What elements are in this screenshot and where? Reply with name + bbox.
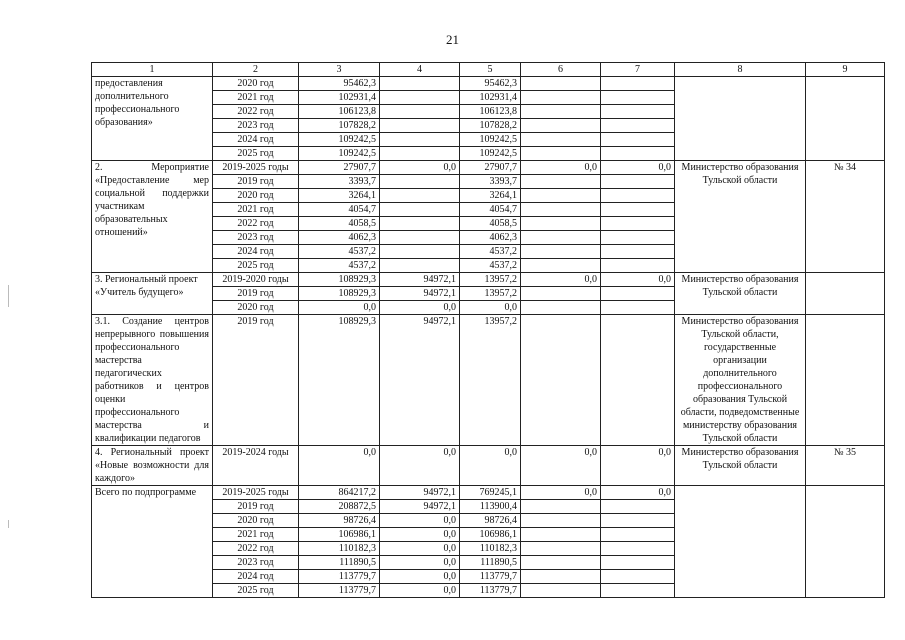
value-cell-6 — [521, 175, 601, 189]
value-cell-6 — [521, 500, 601, 514]
value-cell-4: 0,0 — [380, 556, 460, 570]
value-cell-5: 109242,5 — [460, 147, 521, 161]
header-cell: 3 — [299, 63, 380, 77]
value-cell-5: 0,0 — [460, 446, 521, 486]
year-cell: 2021 год — [213, 91, 299, 105]
value-cell-3: 3393,7 — [299, 175, 380, 189]
header-row — [92, 63, 885, 77]
value-cell-6 — [521, 528, 601, 542]
value-cell-4 — [380, 245, 460, 259]
value-cell-5: 113900,4 — [460, 500, 521, 514]
value-cell-3: 864217,2 — [299, 486, 380, 500]
value-cell-6 — [521, 287, 601, 301]
value-cell-4: 0,0 — [380, 570, 460, 584]
year-cell: 2019-2025 годы — [213, 486, 299, 500]
value-cell-7 — [601, 528, 675, 542]
year-cell: 2020 год — [213, 189, 299, 203]
header-cell: 8 — [675, 63, 806, 77]
value-cell-7 — [601, 315, 675, 446]
value-cell-3: 95462,3 — [299, 77, 380, 91]
value-cell-7: 0,0 — [601, 161, 675, 175]
value-cell-3: 107828,2 — [299, 119, 380, 133]
year-cell: 2019-2024 годы — [213, 446, 299, 486]
year-cell: 2019-2020 годы — [213, 273, 299, 287]
value-cell-4 — [380, 133, 460, 147]
value-cell-3: 4054,7 — [299, 203, 380, 217]
responsible-cell — [675, 77, 806, 161]
year-cell: 2020 год — [213, 514, 299, 528]
value-cell-4: 0,0 — [380, 301, 460, 315]
value-cell-7 — [601, 91, 675, 105]
row-name-cell: 2. Мероприятие «Предоставление мер социальной поддержки участникам образовательных отношений» — [92, 161, 213, 273]
value-cell-3: 4058,5 — [299, 217, 380, 231]
value-cell-7 — [601, 203, 675, 217]
table-row — [92, 77, 885, 91]
value-cell-4: 94972,1 — [380, 500, 460, 514]
value-cell-5: 4537,2 — [460, 245, 521, 259]
value-cell-6 — [521, 91, 601, 105]
header-cell: 1 — [92, 63, 213, 77]
row-name-cell: 3.1. Создание центров непрерывного повышения профессионального мастерства педагогических работников и центров оценки профессионального мастерства и квалификации педагогов — [92, 315, 213, 446]
value-cell-4 — [380, 147, 460, 161]
value-cell-4 — [380, 119, 460, 133]
value-cell-3: 4537,2 — [299, 245, 380, 259]
value-cell-7 — [601, 584, 675, 598]
value-cell-5: 106986,1 — [460, 528, 521, 542]
year-cell: 2022 год — [213, 105, 299, 119]
year-cell: 2023 год — [213, 556, 299, 570]
value-cell-5: 95462,3 — [460, 77, 521, 91]
value-cell-6: 0,0 — [521, 486, 601, 500]
value-cell-6 — [521, 105, 601, 119]
value-cell-7: 0,0 — [601, 273, 675, 287]
value-cell-7 — [601, 500, 675, 514]
value-cell-6 — [521, 203, 601, 217]
value-cell-7 — [601, 301, 675, 315]
value-cell-6 — [521, 119, 601, 133]
value-cell-3: 111890,5 — [299, 556, 380, 570]
year-cell: 2024 год — [213, 133, 299, 147]
value-cell-6 — [521, 147, 601, 161]
table-row — [92, 486, 885, 500]
value-cell-4 — [380, 175, 460, 189]
table-row — [92, 446, 885, 486]
year-cell: 2019 год — [213, 315, 299, 446]
value-cell-5: 0,0 — [460, 301, 521, 315]
value-cell-7 — [601, 556, 675, 570]
value-cell-3: 102931,4 — [299, 91, 380, 105]
value-cell-5: 13957,2 — [460, 273, 521, 287]
value-cell-4 — [380, 203, 460, 217]
value-cell-6: 0,0 — [521, 446, 601, 486]
value-cell-6 — [521, 77, 601, 91]
year-cell: 2024 год — [213, 245, 299, 259]
value-cell-7 — [601, 217, 675, 231]
value-cell-5: 3264,1 — [460, 189, 521, 203]
value-cell-3: 0,0 — [299, 446, 380, 486]
value-cell-7 — [601, 105, 675, 119]
value-cell-4: 94972,1 — [380, 287, 460, 301]
value-cell-7 — [601, 287, 675, 301]
value-cell-5: 106123,8 — [460, 105, 521, 119]
row-name-cell: предоставления дополнительного профессионального образования» — [92, 77, 213, 161]
responsible-cell: Министерство образования Тульской области — [675, 161, 806, 273]
value-cell-6 — [521, 301, 601, 315]
header-cell: 2 — [213, 63, 299, 77]
value-cell-4: 94972,1 — [380, 315, 460, 446]
value-cell-5: 13957,2 — [460, 315, 521, 446]
year-cell: 2019 год — [213, 500, 299, 514]
value-cell-5: 13957,2 — [460, 287, 521, 301]
value-cell-7 — [601, 119, 675, 133]
value-cell-6 — [521, 259, 601, 273]
value-cell-7 — [601, 189, 675, 203]
scan-artifact — [8, 285, 9, 307]
year-cell: 2021 год — [213, 528, 299, 542]
value-cell-7 — [601, 542, 675, 556]
value-cell-4 — [380, 77, 460, 91]
value-cell-5: 113779,7 — [460, 584, 521, 598]
table-row — [92, 273, 885, 287]
value-cell-4 — [380, 105, 460, 119]
indicator-cell: № 35 — [806, 446, 885, 486]
value-cell-5: 4054,7 — [460, 203, 521, 217]
value-cell-3: 208872,5 — [299, 500, 380, 514]
value-cell-4: 0,0 — [380, 446, 460, 486]
responsible-cell: Министерство образования Тульской области — [675, 273, 806, 315]
value-cell-5: 769245,1 — [460, 486, 521, 500]
value-cell-7: 0,0 — [601, 486, 675, 500]
value-cell-5: 110182,3 — [460, 542, 521, 556]
financing-table — [91, 62, 885, 598]
indicator-cell — [806, 315, 885, 446]
value-cell-4: 0,0 — [380, 161, 460, 175]
value-cell-3: 110182,3 — [299, 542, 380, 556]
value-cell-6 — [521, 556, 601, 570]
value-cell-3: 113779,7 — [299, 584, 380, 598]
year-cell: 2022 год — [213, 542, 299, 556]
value-cell-4 — [380, 91, 460, 105]
value-cell-3: 4062,3 — [299, 231, 380, 245]
value-cell-3: 109242,5 — [299, 133, 380, 147]
header-cell: 9 — [806, 63, 885, 77]
value-cell-5: 4058,5 — [460, 217, 521, 231]
header-cell: 4 — [380, 63, 460, 77]
value-cell-6 — [521, 189, 601, 203]
indicator-cell: № 34 — [806, 161, 885, 273]
value-cell-5: 3393,7 — [460, 175, 521, 189]
year-cell: 2022 год — [213, 217, 299, 231]
value-cell-3: 113779,7 — [299, 570, 380, 584]
row-name-cell: Всего по подпрограмме — [92, 486, 213, 598]
value-cell-3: 27907,7 — [299, 161, 380, 175]
value-cell-7 — [601, 570, 675, 584]
indicator-cell — [806, 77, 885, 161]
year-cell: 2025 год — [213, 259, 299, 273]
header-cell: 5 — [460, 63, 521, 77]
value-cell-3: 106986,1 — [299, 528, 380, 542]
value-cell-7 — [601, 147, 675, 161]
year-cell: 2019 год — [213, 175, 299, 189]
value-cell-3: 3264,1 — [299, 189, 380, 203]
row-name-cell: 3. Региональный проект «Учитель будущего» — [92, 273, 213, 315]
value-cell-7: 0,0 — [601, 446, 675, 486]
year-cell: 2020 год — [213, 301, 299, 315]
row-name-cell: 4. Региональный проект «Новые возможности для каждого» — [92, 446, 213, 486]
value-cell-7 — [601, 259, 675, 273]
value-cell-6 — [521, 514, 601, 528]
year-cell: 2024 год — [213, 570, 299, 584]
value-cell-4: 94972,1 — [380, 273, 460, 287]
value-cell-5: 111890,5 — [460, 556, 521, 570]
year-cell: 2023 год — [213, 119, 299, 133]
value-cell-4: 0,0 — [380, 542, 460, 556]
value-cell-7 — [601, 245, 675, 259]
responsible-cell — [675, 486, 806, 598]
value-cell-3: 109242,5 — [299, 147, 380, 161]
year-cell: 2021 год — [213, 203, 299, 217]
value-cell-4: 0,0 — [380, 528, 460, 542]
value-cell-3: 108929,3 — [299, 287, 380, 301]
value-cell-4 — [380, 217, 460, 231]
value-cell-4 — [380, 231, 460, 245]
value-cell-6 — [521, 133, 601, 147]
value-cell-6 — [521, 315, 601, 446]
value-cell-5: 98726,4 — [460, 514, 521, 528]
value-cell-3: 108929,3 — [299, 273, 380, 287]
year-cell: 2023 год — [213, 231, 299, 245]
value-cell-5: 113779,7 — [460, 570, 521, 584]
indicator-cell — [806, 486, 885, 598]
value-cell-6 — [521, 542, 601, 556]
responsible-cell: Министерство образования Тульской области — [675, 446, 806, 486]
header-cell: 6 — [521, 63, 601, 77]
header-cell: 7 — [601, 63, 675, 77]
value-cell-7 — [601, 514, 675, 528]
table-row — [92, 315, 885, 446]
value-cell-7 — [601, 133, 675, 147]
value-cell-6 — [521, 584, 601, 598]
value-cell-5: 4537,2 — [460, 259, 521, 273]
value-cell-6 — [521, 217, 601, 231]
value-cell-4: 94972,1 — [380, 486, 460, 500]
value-cell-6 — [521, 231, 601, 245]
value-cell-4 — [380, 189, 460, 203]
responsible-cell: Министерство образования Тульской области, государственные организации дополнительного профессионального образования Тульской области, подведомственные министерству образования Тульской области — [675, 315, 806, 446]
year-cell: 2025 год — [213, 584, 299, 598]
year-cell: 2019 год — [213, 287, 299, 301]
value-cell-5: 107828,2 — [460, 119, 521, 133]
value-cell-4: 0,0 — [380, 514, 460, 528]
value-cell-6: 0,0 — [521, 161, 601, 175]
value-cell-7 — [601, 231, 675, 245]
value-cell-5: 102931,4 — [460, 91, 521, 105]
value-cell-4: 0,0 — [380, 584, 460, 598]
value-cell-5: 27907,7 — [460, 161, 521, 175]
value-cell-6: 0,0 — [521, 273, 601, 287]
table-row — [92, 161, 885, 175]
value-cell-3: 98726,4 — [299, 514, 380, 528]
scan-artifact — [8, 520, 9, 528]
indicator-cell — [806, 273, 885, 315]
value-cell-7 — [601, 175, 675, 189]
value-cell-6 — [521, 570, 601, 584]
value-cell-5: 4062,3 — [460, 231, 521, 245]
value-cell-3: 0,0 — [299, 301, 380, 315]
value-cell-5: 109242,5 — [460, 133, 521, 147]
year-cell: 2020 год — [213, 77, 299, 91]
value-cell-3: 106123,8 — [299, 105, 380, 119]
year-cell: 2025 год — [213, 147, 299, 161]
value-cell-3: 108929,3 — [299, 315, 380, 446]
value-cell-7 — [601, 77, 675, 91]
value-cell-6 — [521, 245, 601, 259]
value-cell-4 — [380, 259, 460, 273]
value-cell-3: 4537,2 — [299, 259, 380, 273]
year-cell: 2019-2025 годы — [213, 161, 299, 175]
page-number: 21 — [446, 32, 459, 47]
